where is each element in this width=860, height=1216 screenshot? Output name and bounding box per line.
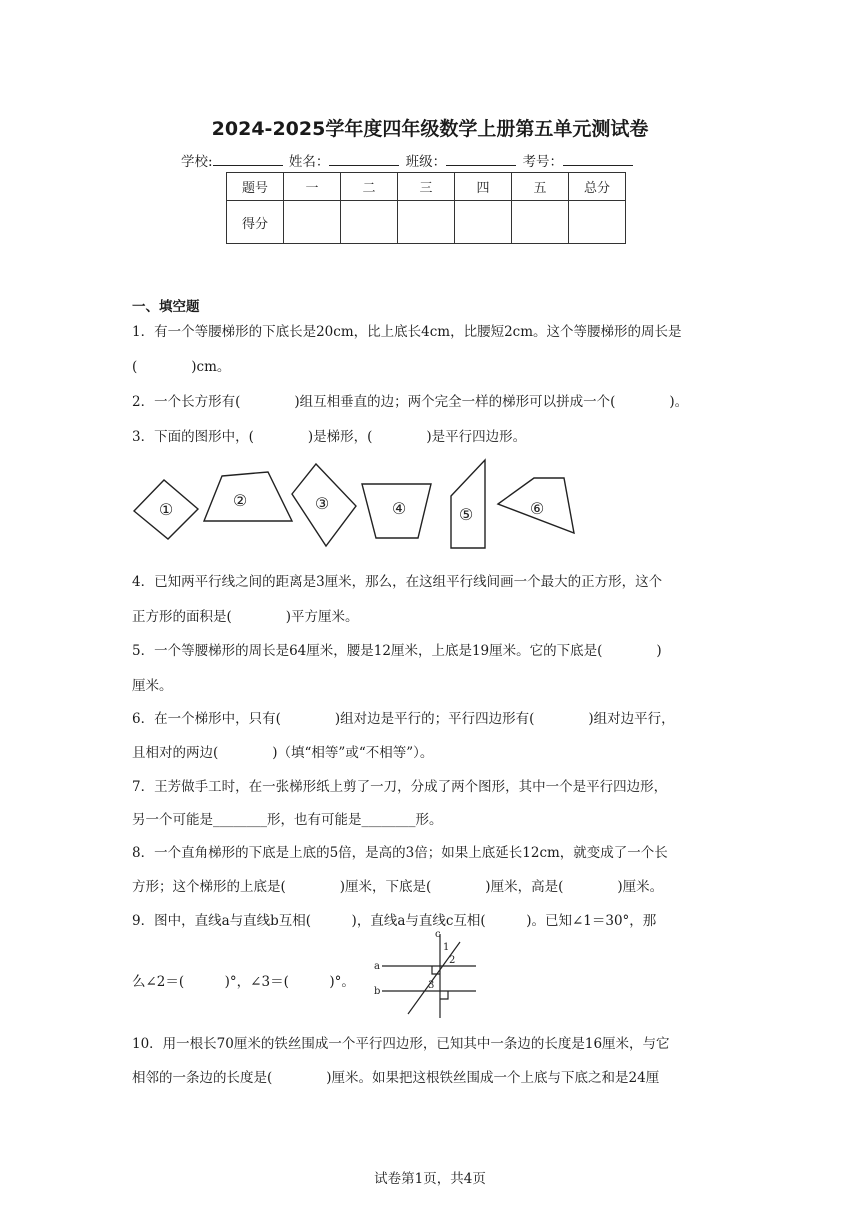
page-footer: 试卷第1页，共4页 [374,1171,486,1187]
question-1-line-2: ( )cm。 [132,359,231,375]
shape-label: ④ [391,499,407,518]
right-angle-mark-b [440,991,448,999]
shape-label: ① [158,500,174,519]
shape-5 [451,460,485,548]
shape-2 [204,472,292,521]
shape-label: ⑤ [458,505,474,524]
class-label: 班级： [405,154,447,170]
question-10-line-2: 相邻的一条边的长度是( )厘米。如果把这根铁丝围成一个上底与下底之和是24厘 [132,1070,660,1086]
header-cell: 二 [341,173,398,201]
name-label: 姓名： [288,154,330,170]
score-table [226,172,626,244]
student-info-row [181,150,635,170]
score-cell[interactable] [341,201,398,244]
question-10-line-1: 10．用一根长70厘米的铁丝围成一个平行四边形，已知其中一条边的长度是16厘米，与它 [132,1036,670,1052]
question-5-line-1: 5．一个等腰梯形的周长是64厘米，腰是12厘米，上底是19厘米。它的下底是( ) [132,643,662,659]
question-3: 3．下面的图形中，( )是梯形，( )是平行四边形。 [132,429,527,445]
question-1-line-1: 1．有一个等腰梯形的下底长是20cm，比上底长4cm，比腰短2cm。这个等腰梯形的周长是 [132,324,682,340]
score-cell[interactable] [284,201,341,244]
row-label: 得分 [227,201,284,244]
angle-label-3: 3 [428,980,435,991]
score-table-row [227,201,626,244]
header-cell: 五 [512,173,569,201]
question-6-line-1: 6．在一个梯形中，只有( )组对边是平行的；平行四边形有( )组对边平行， [132,711,675,727]
school-label: 学校: [181,154,213,170]
score-cell[interactable] [512,201,569,244]
header-cell: 总分 [569,173,626,201]
question-4-line-2: 正方形的面积是( )平方厘米。 [132,609,359,625]
question-7-line-2: 另一个可能是________形，也有可能是________形。 [132,812,443,828]
shape-label: ⑥ [529,499,545,518]
exam-no-blank[interactable] [563,152,633,166]
school-blank[interactable] [213,152,283,166]
right-angle-mark-a [432,966,440,974]
line-label-c: c [435,929,441,940]
score-cell[interactable] [398,201,455,244]
angle-label-2: 2 [449,955,456,966]
question-8-line-2: 方形；这个梯形的上底是( )厘米，下底是( )厘米，高是( )厘米。 [132,879,664,895]
header-cell: 一 [284,173,341,201]
shape-label: ③ [314,494,330,513]
question-9-line-2: 么∠2＝( )°，∠3＝( )°。 [132,974,355,990]
header-cell: 三 [398,173,455,201]
question-4-line-1: 4．已知两平行线之间的距离是3厘米，那么，在这组平行线间画一个最大的正方形，这个 [132,574,663,590]
class-blank[interactable] [446,152,516,166]
transversal [408,942,460,1014]
section-title: 一、填空题 [132,299,200,315]
question-6-line-2: 且相对的两边( )（填“相等”或“不相等”）。 [132,745,434,761]
question-9-line-1: 9．图中，直线a与直线b互相( )，直线a与直线c互相( )。已知∠1＝30°，那 [132,913,657,929]
angle-label-1: 1 [443,942,450,953]
header-cell: 题号 [227,173,284,201]
score-table-header [227,173,626,201]
line-label-a: a [374,961,380,972]
header-cell: 四 [455,173,512,201]
score-cell[interactable] [455,201,512,244]
score-cell[interactable] [569,201,626,244]
question-5-line-2: 厘米。 [132,678,173,694]
question-2: 2．一个长方形有( )组互相垂直的边；两个完全一样的梯形可以拼成一个( )。 [132,394,689,410]
line-label-b: b [374,986,381,997]
shapes-figure [126,456,586,556]
exam-no-label: 考号： [522,154,563,170]
shape-label: ② [232,491,248,510]
name-blank[interactable] [329,152,399,166]
page-title: 2024-2025学年度四年级数学上册第五单元测试卷 [211,118,649,140]
angle-figure [368,928,488,1020]
question-8-line-1: 8．一个直角梯形的下底是上底的5倍，是高的3倍；如果上底延长12cm，就变成了一个长 [132,845,668,861]
question-7-line-1: 7．王芳做手工时，在一张梯形纸上剪了一刀，分成了两个图形，其中一个是平行四边形， [132,779,668,795]
